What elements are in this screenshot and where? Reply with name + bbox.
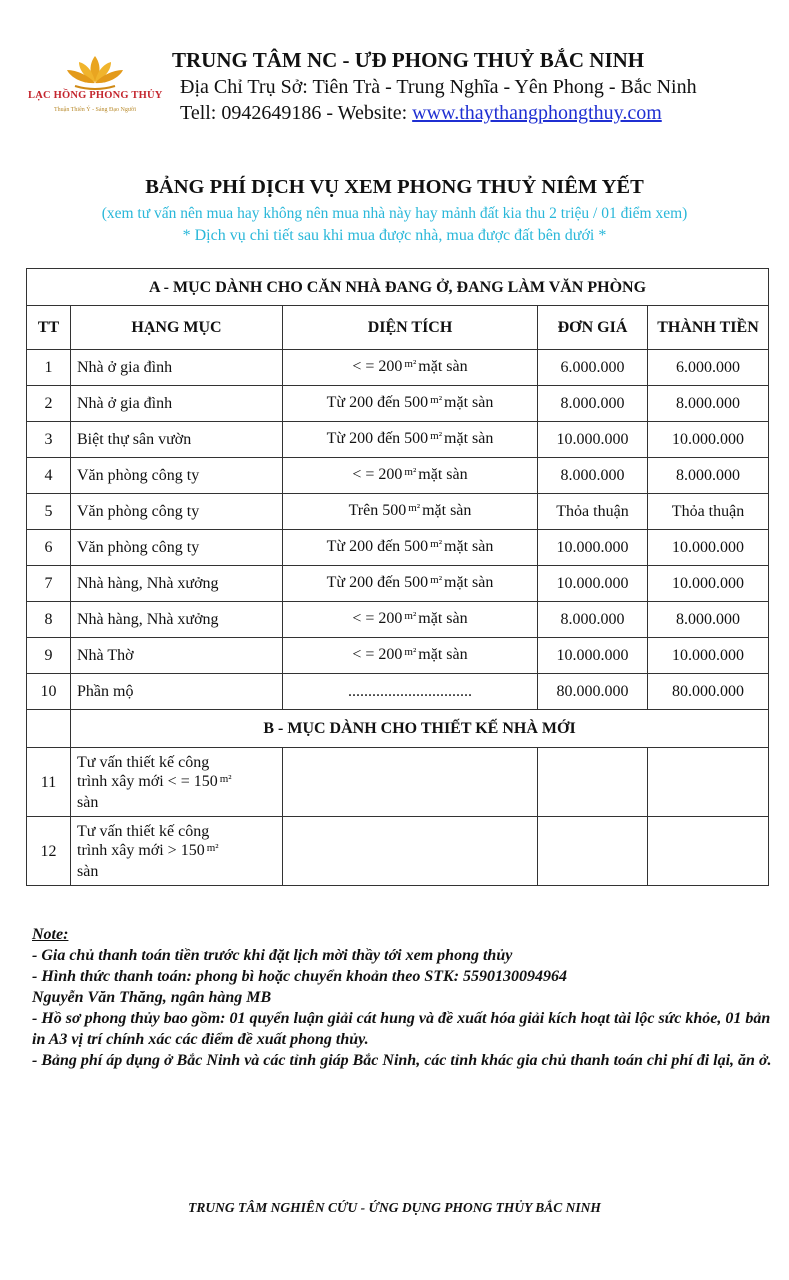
table-row — [27, 422, 769, 458]
table-row — [27, 494, 769, 530]
table-row — [27, 602, 769, 638]
row-tt: 11 — [27, 748, 71, 817]
row-tt: 6 — [27, 530, 71, 566]
col-header-tt: TT — [27, 306, 71, 350]
col-header-item: HẠNG MỤC — [71, 306, 283, 350]
table-row — [27, 566, 769, 602]
row-total — [648, 817, 769, 886]
row-tt: 7 — [27, 566, 71, 602]
row-price: 10.000.000 — [538, 638, 648, 674]
row-item-line: sàn — [77, 793, 99, 811]
area-suffix: mặt sàn — [418, 466, 468, 483]
note-line: - Bảng phí áp dụng ở Bắc Ninh và các tỉnh giáp Bắc Ninh, các tỉnh khác gia chủ thanh toán chi phí đi lại, ăn ở. — [32, 1052, 772, 1069]
area-unit: m² — [404, 646, 417, 658]
area-range: < = 200 — [352, 358, 403, 375]
area-suffix: mặt sàn — [444, 538, 494, 555]
area-suffix: mặt sàn — [444, 574, 494, 591]
row-total: 8.000.000 — [648, 458, 769, 494]
row-area — [283, 350, 538, 386]
note-line: - Hồ sơ phong thủy bao gồm: 01 quyển luận giải cát hung và đề xuất hóa giải kích hoạt tài lộc sức khỏe, 01 bản in A3 vị trí chính xác các điểm đề xuất phong thủy. — [32, 1010, 771, 1048]
row-tt: 10 — [27, 674, 71, 710]
row-price: 10.000.000 — [538, 422, 648, 458]
area-unit: m² — [404, 466, 417, 478]
row-item: Văn phòng công ty — [71, 530, 283, 566]
area-range: Trên 500 — [348, 502, 407, 519]
footer: TRUNG TÂM NGHIÊN CỨU - ỨNG DỤNG PHONG THỦY BẮC NINH — [188, 1200, 601, 1215]
area-suffix: mặt sàn — [418, 646, 468, 663]
row-item: Nhà ở gia đình — [71, 350, 283, 386]
row-tt: 2 — [27, 386, 71, 422]
table-row — [27, 350, 769, 386]
area-unit: m² — [430, 430, 443, 442]
note-line: Nguyễn Văn Thăng, ngân hàng MB — [32, 989, 272, 1006]
table-row — [27, 386, 769, 422]
area-suffix: mặt sàn — [418, 358, 468, 375]
area-unit: m² — [206, 841, 219, 854]
notes-title: Note: — [32, 926, 69, 943]
lotus-logo-icon — [63, 52, 127, 92]
table-row — [27, 458, 769, 494]
row-price — [538, 748, 648, 817]
area-range: < = 200 — [352, 646, 403, 663]
phone-text: Tell: 0942649186 - Website: — [180, 102, 413, 124]
row-item: Nhà Thờ — [71, 638, 283, 674]
row-total: 10.000.000 — [648, 566, 769, 602]
col-header-total: THÀNH TIỀN — [648, 306, 769, 350]
row-tt: 1 — [27, 350, 71, 386]
section-b-rows — [27, 748, 769, 886]
row-area — [283, 602, 538, 638]
row-item — [71, 748, 283, 817]
table-row — [27, 817, 769, 886]
area-unit: m² — [404, 610, 417, 622]
area-suffix: mặt sàn — [444, 394, 494, 411]
row-item: Nhà hàng, Nhà xưởng — [71, 602, 283, 638]
row-item-line: Tư vấn thiết kế công — [77, 822, 210, 840]
row-item-line: sàn — [77, 862, 99, 880]
row-area — [283, 638, 538, 674]
row-area — [283, 386, 538, 422]
row-item: Nhà ở gia đình — [71, 386, 283, 422]
row-tt: 5 — [27, 494, 71, 530]
row-price: Thỏa thuận — [538, 494, 648, 530]
area-range: Từ 200 đến 500 — [326, 394, 429, 411]
row-price: 6.000.000 — [538, 350, 648, 386]
row-total: 10.000.000 — [648, 530, 769, 566]
row-total: 10.000.000 — [648, 638, 769, 674]
table-row — [27, 530, 769, 566]
row-item-line: Tư vấn thiết kế công — [77, 753, 210, 771]
org-title: TRUNG TÂM NC - ƯĐ PHONG THUỶ BẮC NINH — [172, 48, 645, 72]
area-range: < = 200 — [352, 610, 403, 627]
row-area — [283, 566, 538, 602]
row-item: Phần mộ — [71, 674, 283, 710]
org-contact — [180, 102, 662, 125]
row-area — [283, 817, 538, 886]
row-item: Văn phòng công ty — [71, 458, 283, 494]
fee-table — [26, 268, 769, 886]
area-range: Từ 200 đến 500 — [326, 538, 429, 555]
row-item: Nhà hàng, Nhà xưởng — [71, 566, 283, 602]
table-row — [27, 674, 769, 710]
row-total: 6.000.000 — [648, 350, 769, 386]
section-b-spacer — [27, 710, 71, 748]
row-area — [283, 458, 538, 494]
row-total: 8.000.000 — [648, 386, 769, 422]
row-price: 10.000.000 — [538, 530, 648, 566]
subtitle-note: (xem tư vấn nên mua hay không nên mua nhà này hay mảnh đất kia thu 2 triệu / 01 điểm xem) — [101, 205, 688, 222]
row-item — [71, 817, 283, 886]
row-area — [283, 494, 538, 530]
website-link[interactable]: www.thaythangphongthuy.com — [412, 102, 662, 124]
row-item-line — [77, 841, 276, 862]
row-tt: 8 — [27, 602, 71, 638]
note-line: - Gia chủ thanh toán tiền trước khi đặt lịch mời thầy tới xem phong thủy — [32, 947, 513, 964]
row-area: ............................... — [283, 674, 538, 710]
section-a-header: A - MỤC DÀNH CHO CĂN NHÀ ĐANG Ở, ĐANG LÀM VĂN PHÒNG — [27, 269, 769, 306]
row-item-line — [77, 772, 276, 793]
col-header-price: ĐƠN GIÁ — [538, 306, 648, 350]
row-item-text: trình xây mới > 150 — [77, 841, 205, 859]
row-total: 80.000.000 — [648, 674, 769, 710]
logo-name: LẠC HỒNG PHONG THỦY — [28, 90, 163, 101]
row-total: 10.000.000 — [648, 422, 769, 458]
area-suffix: mặt sàn — [422, 502, 472, 519]
row-price — [538, 817, 648, 886]
area-range: < = 200 — [352, 466, 403, 483]
row-tt: 4 — [27, 458, 71, 494]
row-tt: 9 — [27, 638, 71, 674]
row-tt: 3 — [27, 422, 71, 458]
row-item-text: trình xây mới < = 150 — [77, 772, 218, 790]
row-area — [283, 530, 538, 566]
area-range: Từ 200 đến 500 — [326, 574, 429, 591]
area-unit: m² — [430, 394, 443, 406]
row-item: Biệt thự sân vườn — [71, 422, 283, 458]
row-total: Thỏa thuận — [648, 494, 769, 530]
row-area — [283, 422, 538, 458]
notes — [32, 924, 772, 1071]
table-row — [27, 748, 769, 817]
table-row — [27, 638, 769, 674]
row-total — [648, 748, 769, 817]
logo — [28, 52, 162, 132]
col-header-area: DIỆN TÍCH — [283, 306, 538, 350]
row-price: 8.000.000 — [538, 386, 648, 422]
section-a-rows — [27, 350, 769, 710]
subtitle-detail: * Dịch vụ chi tiết sau khi mua được nhà, mua được đất bên dưới * — [182, 227, 607, 244]
area-suffix: mặt sàn — [418, 610, 468, 627]
note-line: - Hình thức thanh toán: phong bì hoặc chuyển khoản theo STK: 5590130094964 — [32, 968, 568, 985]
area-range: Từ 200 đến 500 — [326, 430, 429, 447]
area-unit: m² — [219, 772, 232, 785]
area-unit: m² — [408, 502, 421, 514]
logo-tagline: Thuận Thiên Ý - Sáng Đạo Người — [54, 107, 136, 113]
row-item: Văn phòng công ty — [71, 494, 283, 530]
row-price: 80.000.000 — [538, 674, 648, 710]
org-address: Địa Chỉ Trụ Sở: Tiên Trà - Trung Nghĩa - Yên Phong - Bắc Ninh — [180, 76, 697, 98]
area-unit: m² — [430, 574, 443, 586]
row-area — [283, 748, 538, 817]
area-suffix: mặt sàn — [444, 430, 494, 447]
row-tt: 12 — [27, 817, 71, 886]
row-price: 8.000.000 — [538, 602, 648, 638]
page-title: BẢNG PHÍ DỊCH VỤ XEM PHONG THUỶ NIÊM YẾT — [145, 176, 644, 198]
row-price: 8.000.000 — [538, 458, 648, 494]
section-b-header: B - MỤC DÀNH CHO THIẾT KẾ NHÀ MỚI — [71, 710, 769, 748]
row-price: 10.000.000 — [538, 566, 648, 602]
row-total: 8.000.000 — [648, 602, 769, 638]
area-unit: m² — [404, 358, 417, 370]
area-unit: m² — [430, 538, 443, 550]
